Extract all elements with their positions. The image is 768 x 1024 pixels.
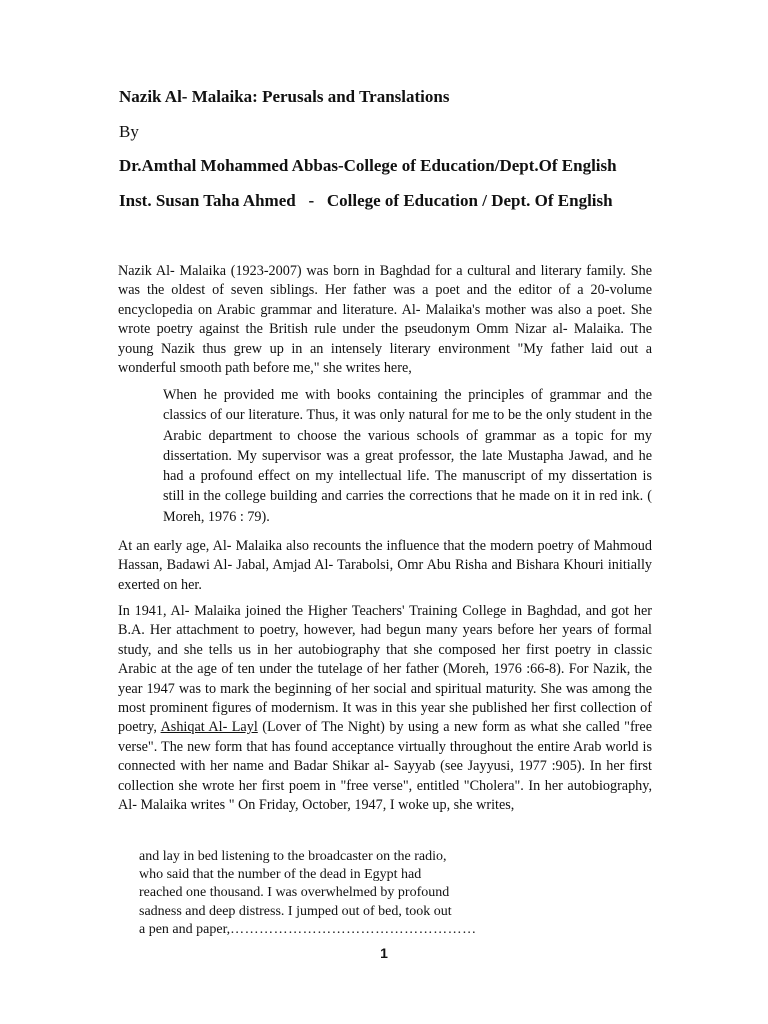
quote-2-line: and lay in bed listening to the broadcaster on the radio, xyxy=(139,849,447,864)
body-paragraph-1: Nazik Al- Malaika (1923-2007) was born in Baghdad for a cultural and literary family. She was the oldest of seven siblings. Her father was a poet and the editor of a 20-volume encyclopedia on Arabic grammar and literature. Al- Malaika's mother was also a poet. She wrote poetry against the British rule under the pseudonym Omm Nizar al- Malaika. The young Nazik thus grew up in an intensely literary environment "My father laid out a wonderful smooth path before me," she writes here, xyxy=(118,263,652,377)
quote-2-line: who said that the number of the dead in Egypt had xyxy=(139,867,422,883)
byline-label: By xyxy=(119,122,139,141)
body-paragraph-2: At an early age, Al- Malaika also recounts the influence that the modern poetry of Mahmoud Hassan, Badawi Al- Jabal, Amjad Al- Tarabolsi, Omr Abu Risha and Bishara Khouri initially exerted on her. xyxy=(118,538,652,593)
ellipsis-dots: …………………………………………… xyxy=(230,921,477,937)
document-title: Nazik Al- Malaika: Perusals and Translations xyxy=(119,87,450,106)
book-title-link: Ashiqat Al- Layl xyxy=(160,719,258,736)
quote-2-line: sadness and deep distress. I jumped out of bed, took out xyxy=(139,903,452,919)
author-line-1: Dr.Amthal Mohammed Abbas-College of Education/Dept.Of English xyxy=(119,156,617,175)
page-number: 1 xyxy=(380,945,388,961)
paragraph-3-text-a: In 1941, Al- Malaika joined the Higher Teachers' Training College in Baghdad, and got her B.A. Her attachment to poetry, however, had begun many years before her years of formal study, and she tells us in her autobiography that she composed her first poetry in classic Arabic at the age of ten under the tutelage of her father (Moreh, 1976 :66-8). For Nazik, the year 1947 was to mark the beginning of her social and spiritual maturity. She was among the most prominent figures of modernism. It was in this year she published her first collection of poetry, xyxy=(118,603,652,736)
body-paragraph-3 xyxy=(118,602,652,815)
quote-2-line: reached one thousand. I was overwhelmed by profound xyxy=(139,885,450,901)
quote-2-line-text: a pen and paper, xyxy=(139,921,231,937)
block-quote-2 xyxy=(139,848,499,939)
block-quote-1: When he provided me with books containing the principles of grammar and the classics of our literature. Thus, it was only natural for me to be the only student in the Arabic department to choose the various schools of grammar as a topic for my dissertation. My supervisor was a great professor, the late Mustapha Jawad, and he had a profound effect on my intellectual life. The manuscript of my dissertation is still in the college building and carries the corrections that he made on it in red ink. ( Moreh, 1976 : 79). xyxy=(163,387,652,525)
paragraph-3-text-b: (Lover of The Night) by using a new form as what she called "free verse". The new form that has found acceptance virtually throughout the entire Arab world is connected with her name and Badar Shikar al- Sayyab (see Jayyusi, 1977 :905). In her first collection she wrote her first poem in "free verse", entitled "Cholera". In her autobiography, Al- Malaika writes " On Friday, October, 1947, I woke up, she writes, xyxy=(118,719,653,814)
quote-2-line xyxy=(139,921,499,939)
author-line-2: Inst. Susan Taha Ahmed - College of Education / Dept. Of English xyxy=(119,191,613,210)
